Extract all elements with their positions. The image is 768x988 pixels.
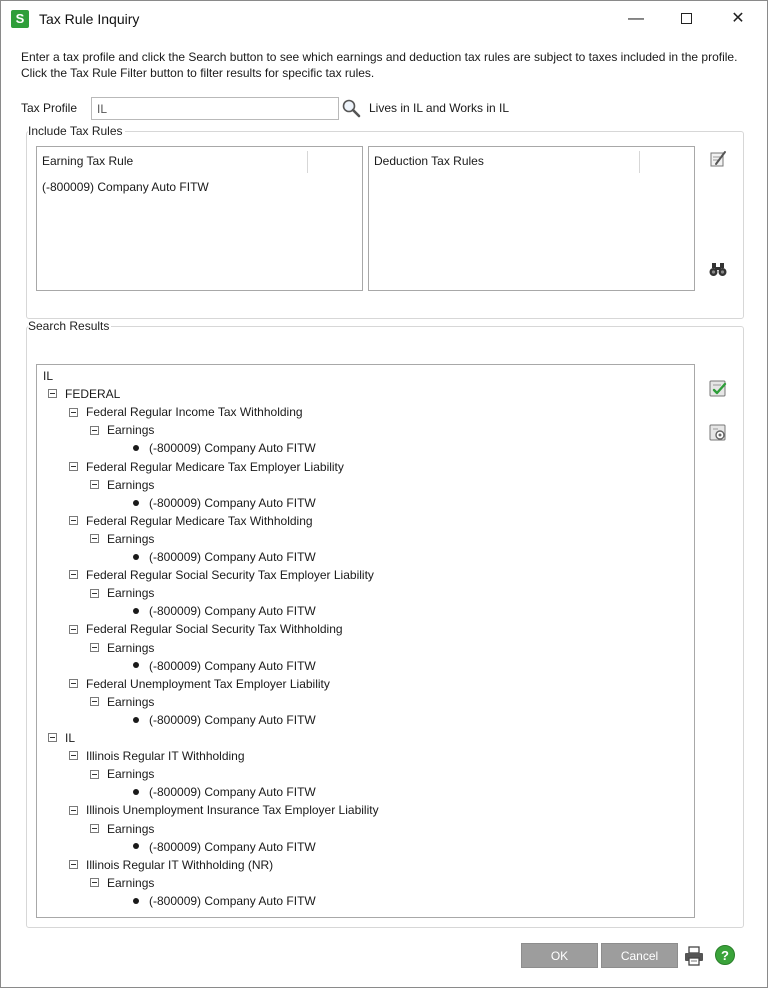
tree-node-label: Earnings [107, 767, 155, 782]
tree-node-label: Illinois Regular IT Withholding (NR) [86, 857, 274, 872]
tree-node-item[interactable] [69, 748, 245, 764]
bullet-icon [133, 500, 139, 506]
tree-node-label: Federal Regular Social Security Tax Employer Liability [86, 568, 374, 583]
tree-node-item[interactable] [90, 422, 154, 438]
collapse-toggle-icon[interactable] [90, 824, 99, 833]
tree-node-label: (-800009) Company Auto FITW [149, 658, 316, 673]
tree-node-item[interactable] [90, 640, 154, 656]
tree-node-label: Illinois Regular IT Withholding [86, 749, 245, 764]
collapse-toggle-icon[interactable] [90, 589, 99, 598]
tree-node-item[interactable] [90, 477, 154, 493]
tree-leaf-item[interactable] [133, 440, 316, 456]
collapse-toggle-icon[interactable] [90, 770, 99, 779]
column-divider [307, 151, 308, 173]
tree-node-label: (-800009) Company Auto FITW [149, 604, 316, 619]
tax-profile-description: Lives in IL and Works in IL [369, 101, 510, 115]
tree-leaf-item[interactable] [133, 658, 316, 674]
tree-node-item[interactable] [90, 531, 154, 547]
tree-node-item[interactable] [48, 730, 75, 746]
tree-node-label: Earnings [107, 423, 155, 438]
tree-node-item[interactable] [69, 404, 303, 420]
title-bar [1, 1, 767, 37]
bullet-icon [133, 843, 139, 849]
collapse-toggle-icon[interactable] [90, 643, 99, 652]
search-icon[interactable] [341, 98, 361, 118]
collapse-toggle-icon[interactable] [90, 480, 99, 489]
tree-leaf-item[interactable] [133, 495, 316, 511]
bullet-icon [133, 898, 139, 904]
tree-node-label: Federal Regular Medicare Tax Employer Liability [86, 459, 344, 474]
tree-node-item[interactable] [90, 821, 154, 837]
earning-tax-rule-header[interactable]: Earning Tax Rule [42, 154, 134, 168]
collapse-toggle-icon[interactable] [90, 426, 99, 435]
collapse-toggle-icon[interactable] [90, 878, 99, 887]
tree-node-label: IL [65, 731, 76, 745]
tree-node-item[interactable] [48, 386, 120, 402]
collapse-toggle-icon[interactable] [90, 697, 99, 706]
tree-node-label: Illinois Unemployment Insurance Tax Employer Liability [86, 803, 379, 818]
printer-icon[interactable] [683, 945, 705, 967]
tree-node-label: FEDERAL [65, 387, 121, 402]
tree-node-item[interactable] [90, 585, 154, 601]
bullet-icon [133, 789, 139, 795]
search-results-label: Search Results [28, 319, 110, 333]
tree-node-label: Federal Unemployment Tax Employer Liability [86, 676, 330, 691]
close-button[interactable]: ✕ [731, 10, 745, 27]
tree-node-label: IL [43, 369, 54, 383]
search-results-tree[interactable] [36, 364, 695, 918]
tree-leaf-item[interactable] [133, 839, 316, 855]
tree-node-item[interactable] [69, 676, 330, 692]
tree-node-item[interactable] [90, 766, 154, 782]
grid-header [37, 147, 362, 175]
tree-node-item[interactable] [69, 802, 379, 818]
collapse-toggle-icon[interactable] [69, 462, 78, 471]
tree-node-label: Federal Regular Medicare Tax Withholding [86, 513, 313, 528]
tree-node-item[interactable] [90, 694, 154, 710]
deduction-tax-rules-grid[interactable] [368, 146, 695, 291]
tree-node-label: Earnings [107, 875, 155, 890]
collapse-toggle-icon[interactable] [69, 860, 78, 869]
tree-node-label: Earnings [107, 640, 155, 655]
maximize-icon [681, 13, 692, 24]
tree-node-item[interactable] [69, 513, 313, 529]
binoculars-icon[interactable] [708, 259, 728, 279]
tax-profile-input[interactable] [91, 97, 339, 120]
tree-leaf-item[interactable] [133, 549, 316, 565]
column-divider [639, 151, 640, 173]
collapse-toggle-icon[interactable] [48, 389, 57, 398]
collapse-toggle-icon[interactable] [90, 534, 99, 543]
earning-tax-rule-row[interactable]: (-800009) Company Auto FITW [42, 180, 209, 194]
bullet-icon [133, 717, 139, 723]
tree-node-label: Earnings [107, 531, 155, 546]
ok-button[interactable]: OK [521, 943, 598, 968]
minimize-button[interactable]: — [628, 10, 644, 27]
earning-tax-rule-grid[interactable] [36, 146, 363, 291]
tree-node-item[interactable] [69, 857, 273, 873]
tree-node-item[interactable] [90, 875, 154, 891]
window-title: Tax Rule Inquiry [39, 11, 140, 27]
tree-leaf-item[interactable] [133, 893, 316, 909]
bullet-icon [133, 445, 139, 451]
tree-node-label: (-800009) Company Auto FITW [149, 893, 316, 908]
app-logo-icon: S [11, 10, 29, 28]
collapse-toggle-icon[interactable] [69, 806, 78, 815]
tree-node-label: (-800009) Company Auto FITW [149, 550, 316, 564]
tree-node-label: (-800009) Company Auto FITW [149, 785, 316, 800]
tree-node-label: Federal Regular Social Security Tax Withholding [86, 622, 343, 637]
collapse-toggle-icon[interactable] [69, 570, 78, 579]
tax-profile-label: Tax Profile [21, 101, 78, 115]
tree-leaf-item[interactable] [133, 784, 316, 800]
collapse-toggle-icon[interactable] [69, 408, 78, 417]
tree-node-label: (-800009) Company Auto FITW [149, 712, 316, 727]
tree-node-label: Earnings [107, 821, 155, 836]
maximize-button[interactable] [663, 1, 709, 37]
tree-node-label: (-800009) Company Auto FITW [149, 839, 316, 854]
tree-node-item[interactable] [69, 459, 344, 475]
include-tax-rules-label: Include Tax Rules [28, 124, 123, 138]
collapse-all-icon[interactable] [708, 422, 728, 442]
collapse-toggle-icon[interactable] [48, 733, 57, 742]
tree-node-item[interactable] [43, 368, 53, 384]
tree-node-label: Earnings [107, 586, 155, 601]
bullet-icon [133, 554, 139, 560]
cancel-button[interactable]: Cancel [601, 943, 678, 968]
tree-leaf-item[interactable] [133, 603, 316, 619]
collapse-toggle-icon[interactable] [69, 516, 78, 525]
help-icon[interactable]: ? [715, 945, 735, 965]
grid-header [369, 147, 694, 175]
tree-node-item[interactable] [69, 621, 343, 637]
expand-all-icon[interactable] [708, 378, 728, 398]
bullet-icon [133, 662, 139, 668]
bullet-icon [133, 608, 139, 614]
tree-node-label: Federal Regular Income Tax Withholding [86, 405, 303, 420]
deduction-tax-rules-header[interactable]: Deduction Tax Rules [374, 154, 484, 168]
tree-leaf-item[interactable] [133, 712, 316, 728]
tree-node-label: (-800009) Company Auto FITW [149, 495, 316, 510]
tree-node-item[interactable] [69, 567, 374, 583]
tax-rule-filter-icon[interactable] [708, 149, 728, 169]
tree-node-label: Earnings [107, 694, 155, 709]
collapse-toggle-icon[interactable] [69, 679, 78, 688]
tree-node-label: (-800009) Company Auto FITW [149, 441, 316, 456]
instructions-text: Enter a tax profile and click the Search button to see which earnings and deduction tax rules are subject to taxes included in the profile. Click the Tax Rule Filter button to filter results for specific tax rules. [21, 50, 738, 80]
tree-node-label: Earnings [107, 477, 155, 492]
collapse-toggle-icon[interactable] [69, 751, 78, 760]
collapse-toggle-icon[interactable] [69, 625, 78, 634]
